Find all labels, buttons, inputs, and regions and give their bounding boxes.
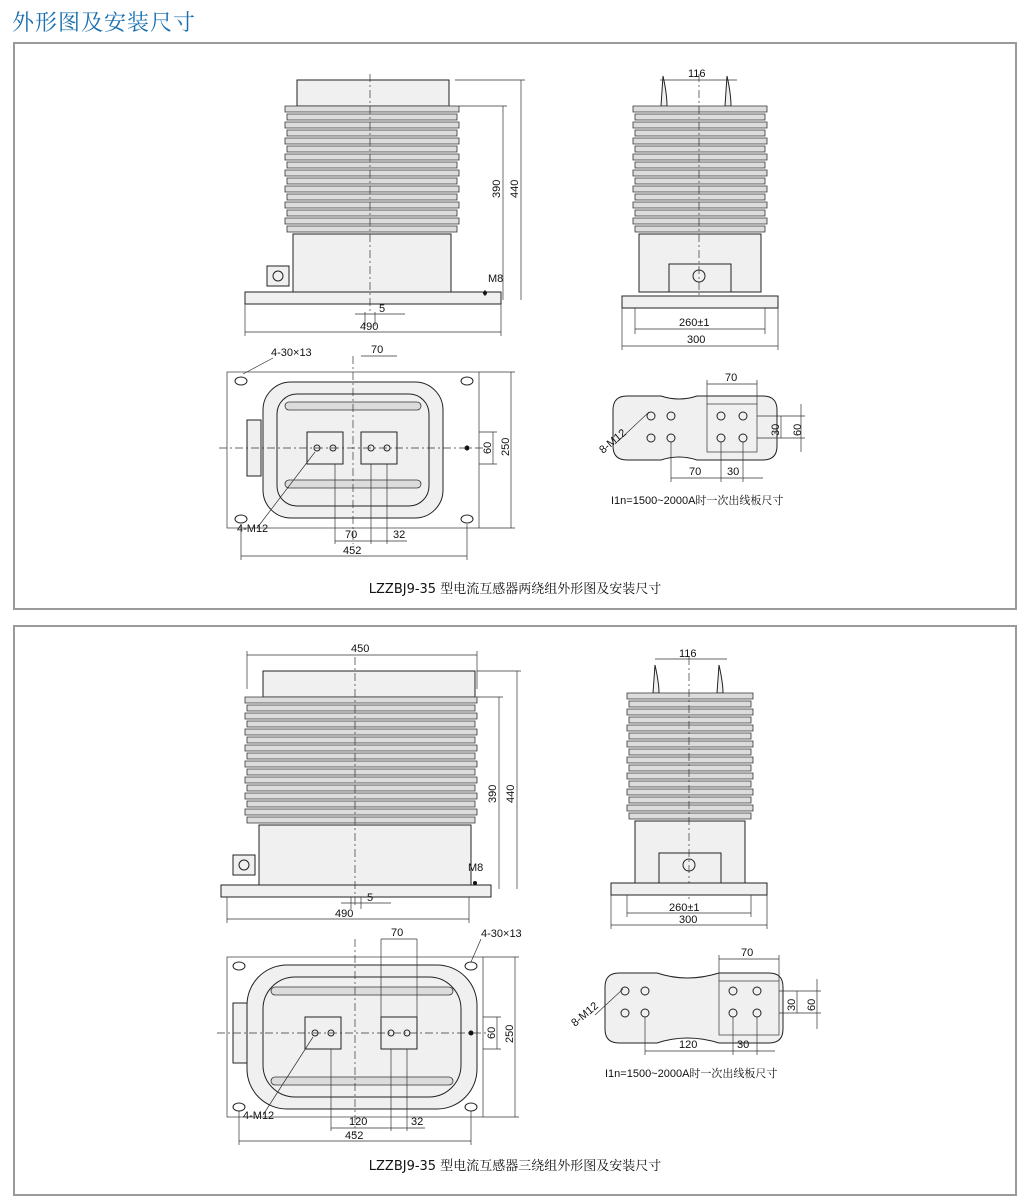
dim-452-b: 452 [345,1130,364,1142]
label-4-30x13: 4-30×13 [271,347,312,359]
front-view [245,74,525,336]
caption-three-winding: LZZBJ9-35 型电流互感器三绕组外形图及安装尺寸 [368,1159,662,1174]
caption-two-winding: LZZBJ9-35 型电流互感器两绕组外形图及安装尺寸 [368,582,662,597]
drawing-three-winding [15,627,1015,1194]
dim-116-b: 116 [679,648,697,660]
dim-300-b: 300 [679,914,698,926]
plate-dim-70-top-b: 70 [741,947,754,959]
dim-70-top: 70 [371,344,384,356]
dim-440: 440 [509,179,521,198]
plate-dim-30-bottom: 30 [727,466,740,478]
front-view-2 [221,643,521,923]
label-4-m12: 4-M12 [237,523,269,535]
side-view [622,68,778,350]
dim-60-b: 60 [486,1026,498,1039]
plate-dim-30-right-b: 30 [786,998,798,1011]
dim-116: 116 [688,68,706,80]
dim-32-b: 32 [411,1116,424,1128]
dim-32: 32 [393,529,406,541]
dim-60: 60 [482,441,494,454]
side-view-2 [611,648,767,929]
plate-label-8-m12: 8-M12 [597,427,629,457]
dim-70-top-b: 70 [391,927,404,939]
dim-490-b: 490 [335,908,354,920]
plate-label-8-m12-b: 8-M12 [569,1000,601,1030]
label-4-m12-b: 4-M12 [243,1110,275,1122]
plate-dim-30-right: 30 [770,423,782,436]
plate-dim-60-right: 60 [792,423,804,436]
dim-70: 70 [345,529,358,541]
dim-490: 490 [360,321,379,333]
dim-450: 450 [351,643,370,655]
page-title: 外形图及安装尺寸 [12,11,197,36]
terminal-plate-view [597,372,805,507]
plan-view-2 [217,927,522,1145]
label-m8: M8 [488,273,504,285]
dim-5: 5 [379,303,386,315]
plate-dim-70-bottom: 70 [689,466,702,478]
dim-250-b: 250 [504,1024,516,1043]
plate-note-b: I1n=1500~2000A时一次出线板尺寸 [605,1068,778,1080]
diagram-panel-three-winding [13,625,1017,1196]
dim-390: 390 [491,179,503,198]
dim-300: 300 [687,334,706,346]
dim-260: 260±1 [679,317,710,329]
terminal-plate-view-2 [569,947,821,1080]
dim-260-b: 260±1 [669,902,700,914]
plate-dim-70-top: 70 [725,372,738,384]
plate-note: I1n=1500~2000A时一次出线板尺寸 [611,495,784,507]
dim-390-b: 390 [487,784,499,803]
plate-dim-60-right-b: 60 [806,998,818,1011]
dim-120: 120 [349,1116,368,1128]
diagram-panel-two-winding [13,42,1017,610]
label-m8-b: M8 [468,862,484,874]
plate-dim-30-bottom-b: 30 [737,1039,750,1051]
dim-250: 250 [500,437,512,456]
drawing-two-winding [15,44,1015,608]
dim-5-b: 5 [367,892,374,904]
label-4-30x13-b: 4-30×13 [481,928,522,940]
dim-440-b: 440 [505,784,517,803]
dim-452: 452 [343,545,362,557]
plate-dim-120-bottom: 120 [679,1039,698,1051]
plan-view [219,344,515,560]
